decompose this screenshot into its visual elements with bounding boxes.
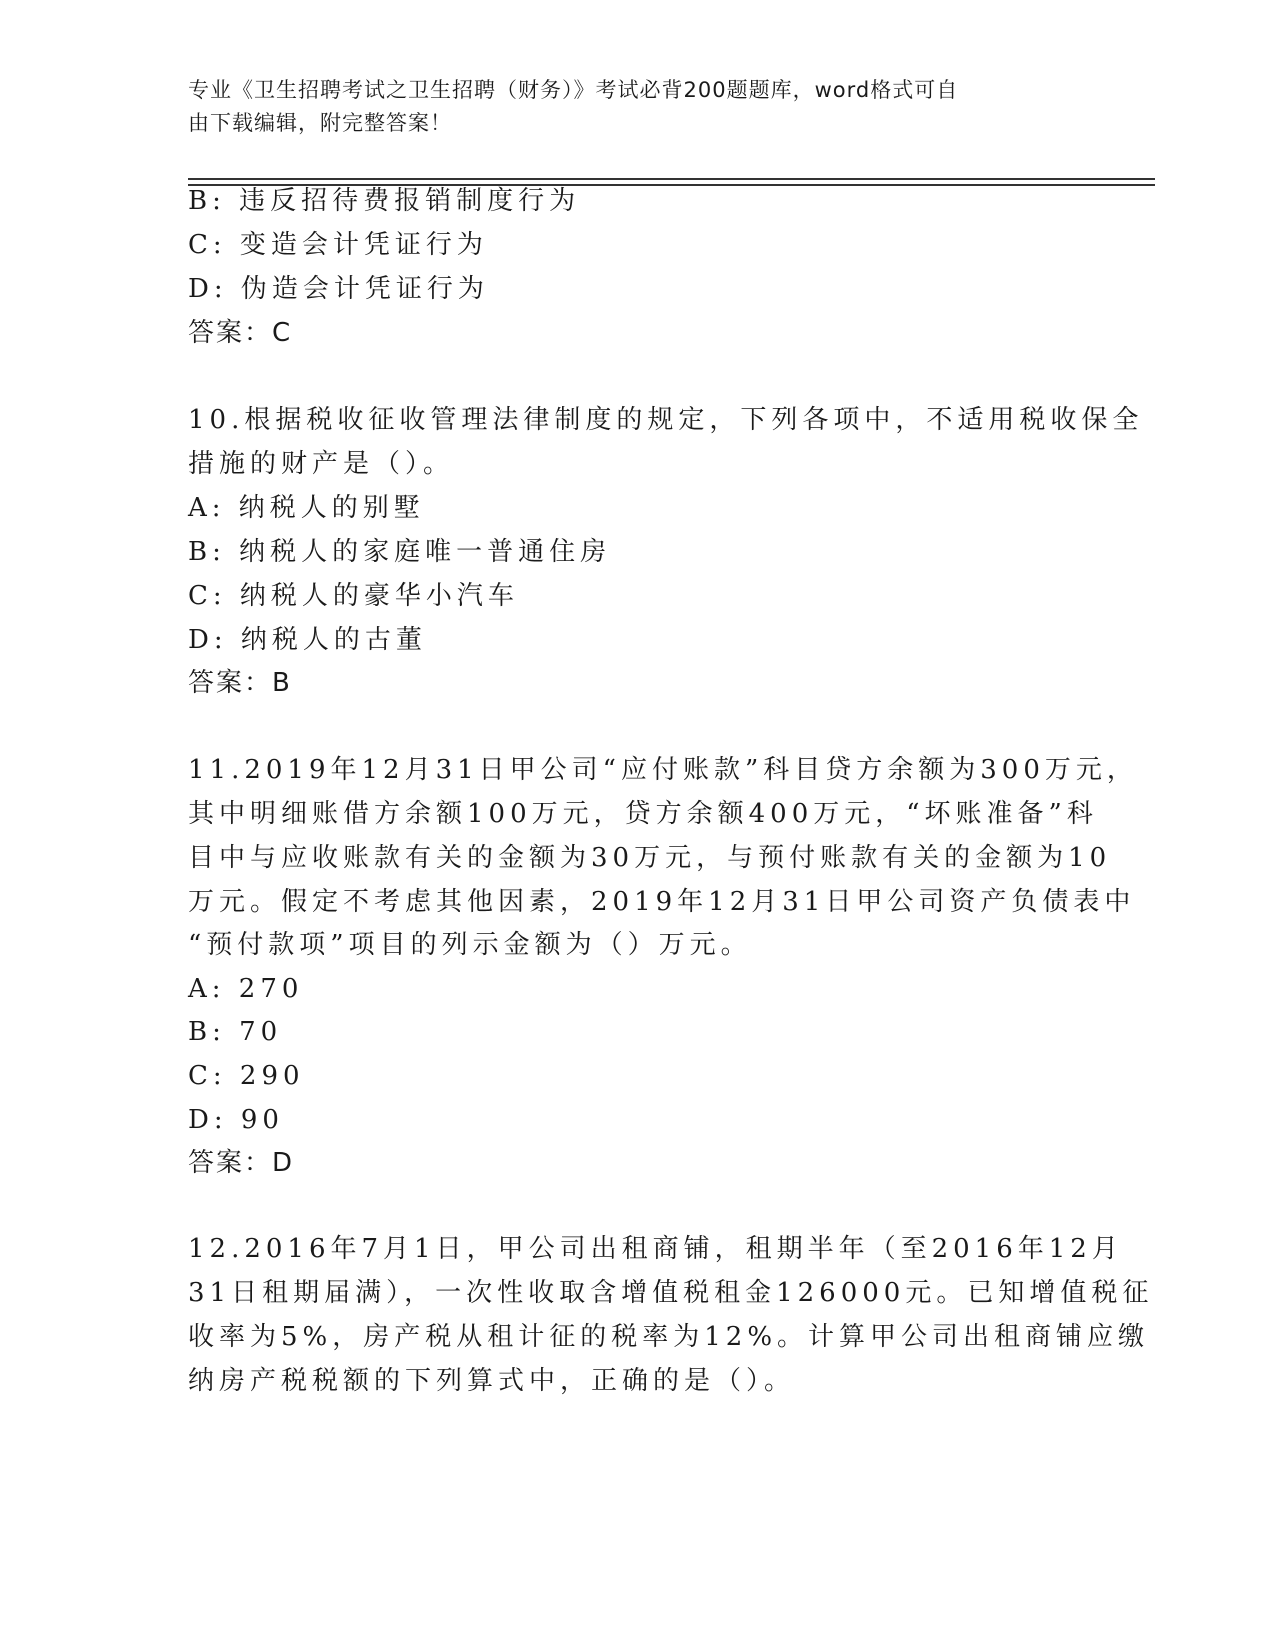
q11-option-c: C: 290	[188, 1061, 305, 1091]
q9-option-d: D: 伪造会计凭证行为	[188, 274, 489, 304]
q10-answer: 答案：B	[188, 668, 292, 698]
q9-option-b: B: 违反招待费报销制度行为	[188, 186, 581, 216]
q10-option-c: C: 纳税人的豪华小汽车	[188, 581, 519, 611]
document-header	[188, 74, 1068, 140]
q12-stem-line-2: 31日租期届满），一次性收取含增值税租金126000元。已知增值税征	[188, 1278, 1154, 1308]
header-line-2: 由下载编辑，附完整答案！	[188, 111, 452, 135]
q10-option-b: B: 纳税人的家庭唯一普通住房	[188, 537, 612, 567]
q11-stem-line-1: 11.2019年12月31日甲公司“应付账款”科目贷方余额为300万元，	[188, 755, 1138, 785]
q12-stem-line-3: 收率为5%，房产税从租计征的税率为12%。计算甲公司出租商铺应缴	[188, 1322, 1150, 1352]
q10-option-a: A: 纳税人的别墅	[188, 493, 425, 523]
q11-option-b: B: 70	[188, 1017, 283, 1047]
q11-answer: 答案：D	[188, 1148, 295, 1178]
q10-stem-line-1: 10.根据税收征收管理法律制度的规定，下列各项中，不适用税收保全	[188, 405, 1144, 435]
q10-stem-line-2: 措施的财产是（）。	[188, 449, 455, 479]
q11-stem-line-3: 目中与应收账款有关的金额为30万元，与预付账款有关的金额为10	[188, 843, 1112, 873]
q11-stem-line-2: 其中明细账借方余额100万元，贷方余额400万元，“坏账准备”科	[188, 799, 1098, 829]
q9-option-c: C: 变造会计凭证行为	[188, 230, 488, 260]
q11-stem-line-4: 万元。假定不考虑其他因素，2019年12月31日甲公司资产负债表中	[188, 887, 1136, 917]
header-line-1: 专业《卫生招聘考试之卫生招聘（财务）》考试必背200题题库，word格式可自	[188, 78, 959, 102]
q11-option-d: D: 90	[188, 1105, 284, 1135]
q11-option-a: A: 270	[188, 974, 304, 1004]
q12-stem-line-4: 纳房产税税额的下列算式中，正确的是（）。	[188, 1366, 796, 1396]
q12-stem-line-1: 12.2016年7月1日，甲公司出租商铺，租期半年（至2016年12月	[188, 1234, 1123, 1264]
q9-answer: 答案：C	[188, 318, 293, 348]
q11-stem-line-5: “预付款项”项目的列示金额为（）万元。	[188, 930, 752, 960]
q10-option-d: D: 纳税人的古董	[188, 625, 427, 655]
